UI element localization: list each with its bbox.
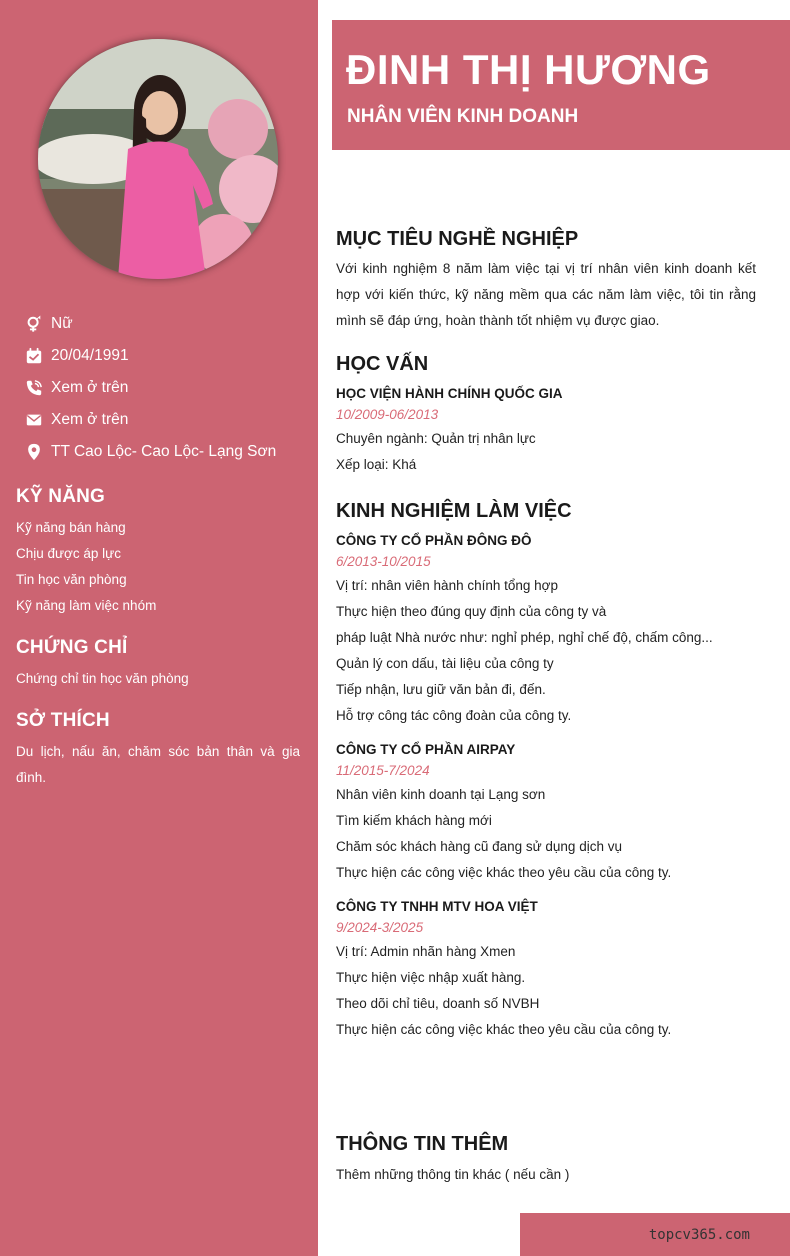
name-header <box>332 20 790 150</box>
job-line: Theo dõi chỉ tiêu, doanh số NVBH <box>336 996 540 1011</box>
contact-birthday <box>24 340 314 372</box>
hobbies-text: Du lịch, nấu ăn, chăm sóc bản thân và gia đình. <box>16 744 300 785</box>
contact-gender-text: Nữ <box>51 315 73 332</box>
job-entry <box>336 533 756 729</box>
skills-title: KỸ NĂNG <box>16 486 106 507</box>
job-line: Thực hiện các công việc khác theo yêu cầu của công ty. <box>336 865 672 880</box>
objective-section <box>336 228 756 334</box>
job-company: CÔNG TY CỔ PHẦN ĐÔNG ĐÔ <box>336 533 532 548</box>
objective-title: MỤC TIÊU NGHỀ NGHIỆP <box>336 228 579 250</box>
job-line: Hỗ trợ công tác công đoàn của công ty. <box>336 708 572 723</box>
job-line: Chăm sóc khách hàng cũ đang sử dụng dịch vụ <box>336 839 622 854</box>
school-name: HỌC VIỆN HÀNH CHÍNH QUỐC GIA <box>336 386 563 401</box>
skill-item: Chịu được áp lực <box>16 546 121 561</box>
job-date: 9/2024-3/2025 <box>336 920 424 935</box>
job-line: pháp luật Nhà nước như: nghỉ phép, nghỉ chế độ, chấm công... <box>336 630 713 645</box>
job-company: CÔNG TY TNHH MTV HOA VIỆT <box>336 899 538 914</box>
job-line: Vị trí: nhân viên hành chính tổng hợp <box>336 578 559 593</box>
job-line: Tiếp nhận, lưu giữ văn bản đi, đến. <box>336 682 546 697</box>
hobbies-title: SỞ THÍCH <box>16 710 110 731</box>
calendar-icon <box>24 346 44 366</box>
objective-text: Với kinh nghiệm 8 năm làm việc tại vị trí nhân viên kinh doanh kết hợp với kiến thức, kỹ năng mềm qua các năm làm việc, tôi tin rằng mình sẽ đáp ứng, hoàn thành tốt nhiệm vụ được giao. <box>336 261 756 328</box>
job-date: 6/2013-10/2015 <box>336 554 431 569</box>
experience-section <box>336 500 756 1043</box>
certificates-section <box>16 637 300 692</box>
experience-title: KINH NGHIỆM LÀM VIỆC <box>336 500 572 522</box>
skill-item: Kỹ năng bán hàng <box>16 520 126 535</box>
contact-email <box>24 404 314 436</box>
education-date: 10/2009-06/2013 <box>336 407 439 422</box>
contact-list <box>24 308 314 468</box>
extra-info-title: THÔNG TIN THÊM <box>336 1133 509 1155</box>
footer-site-text: topcv365.com <box>648 1227 750 1243</box>
contact-address-text: TT Cao Lộc- Cao Lộc- Lạng Sơn <box>51 443 277 460</box>
avatar <box>38 39 278 279</box>
job-line: Quản lý con dấu, tài liệu của công ty <box>336 656 554 671</box>
contact-phone-text: Xem ở trên <box>51 379 129 396</box>
education-title: HỌC VẤN <box>336 353 429 375</box>
extra-info-section <box>336 1133 756 1188</box>
footer-watermark <box>520 1213 790 1256</box>
certificates-title: CHỨNG CHỈ <box>16 637 128 658</box>
contact-phone <box>24 372 314 404</box>
skills-section <box>16 486 300 619</box>
education-section <box>336 353 756 478</box>
certificate-item: Chứng chỉ tin học văn phòng <box>16 671 189 686</box>
job-line: Thực hiện các công việc khác theo yêu cầu của công ty. <box>336 1022 672 1037</box>
job-entry <box>336 899 756 1043</box>
job-company: CÔNG TY CỔ PHẦN AIRPAY <box>336 742 516 757</box>
job-line: Nhân viên kinh doanh tại Lạng sơn <box>336 787 546 802</box>
sidebar <box>0 0 318 1256</box>
job-line: Thực hiện việc nhập xuất hàng. <box>336 970 526 985</box>
contact-birthday-text: 20/04/1991 <box>51 347 129 364</box>
job-entry <box>336 742 756 886</box>
location-pin-icon <box>24 442 44 462</box>
job-date: 11/2015-7/2024 <box>336 763 430 778</box>
phone-icon <box>24 378 44 398</box>
job-line: Thực hiện theo đúng quy định của công ty và <box>336 604 607 619</box>
full-name: ĐINH THỊ HƯƠNG <box>346 46 711 93</box>
job-line: Vị trí: Admin nhãn hàng Xmen <box>336 944 516 959</box>
envelope-icon <box>24 410 44 430</box>
profile-photo <box>38 39 278 279</box>
education-line: Xếp loại: Khá <box>336 457 417 472</box>
education-line: Chuyên ngành: Quản trị nhân lực <box>336 431 536 446</box>
skill-item: Tin học văn phòng <box>16 572 127 587</box>
job-title: NHÂN VIÊN KINH DOANH <box>347 106 579 127</box>
contact-address <box>24 436 314 468</box>
job-line: Tìm kiếm khách hàng mới <box>336 813 492 828</box>
extra-info-text: Thêm những thông tin khác ( nếu cần ) <box>336 1167 570 1182</box>
contact-email-text: Xem ở trên <box>51 411 129 428</box>
hobbies-section <box>16 710 300 791</box>
skill-item: Kỹ năng làm việc nhóm <box>16 598 157 613</box>
contact-gender <box>24 308 314 340</box>
gender-icon <box>24 314 44 334</box>
